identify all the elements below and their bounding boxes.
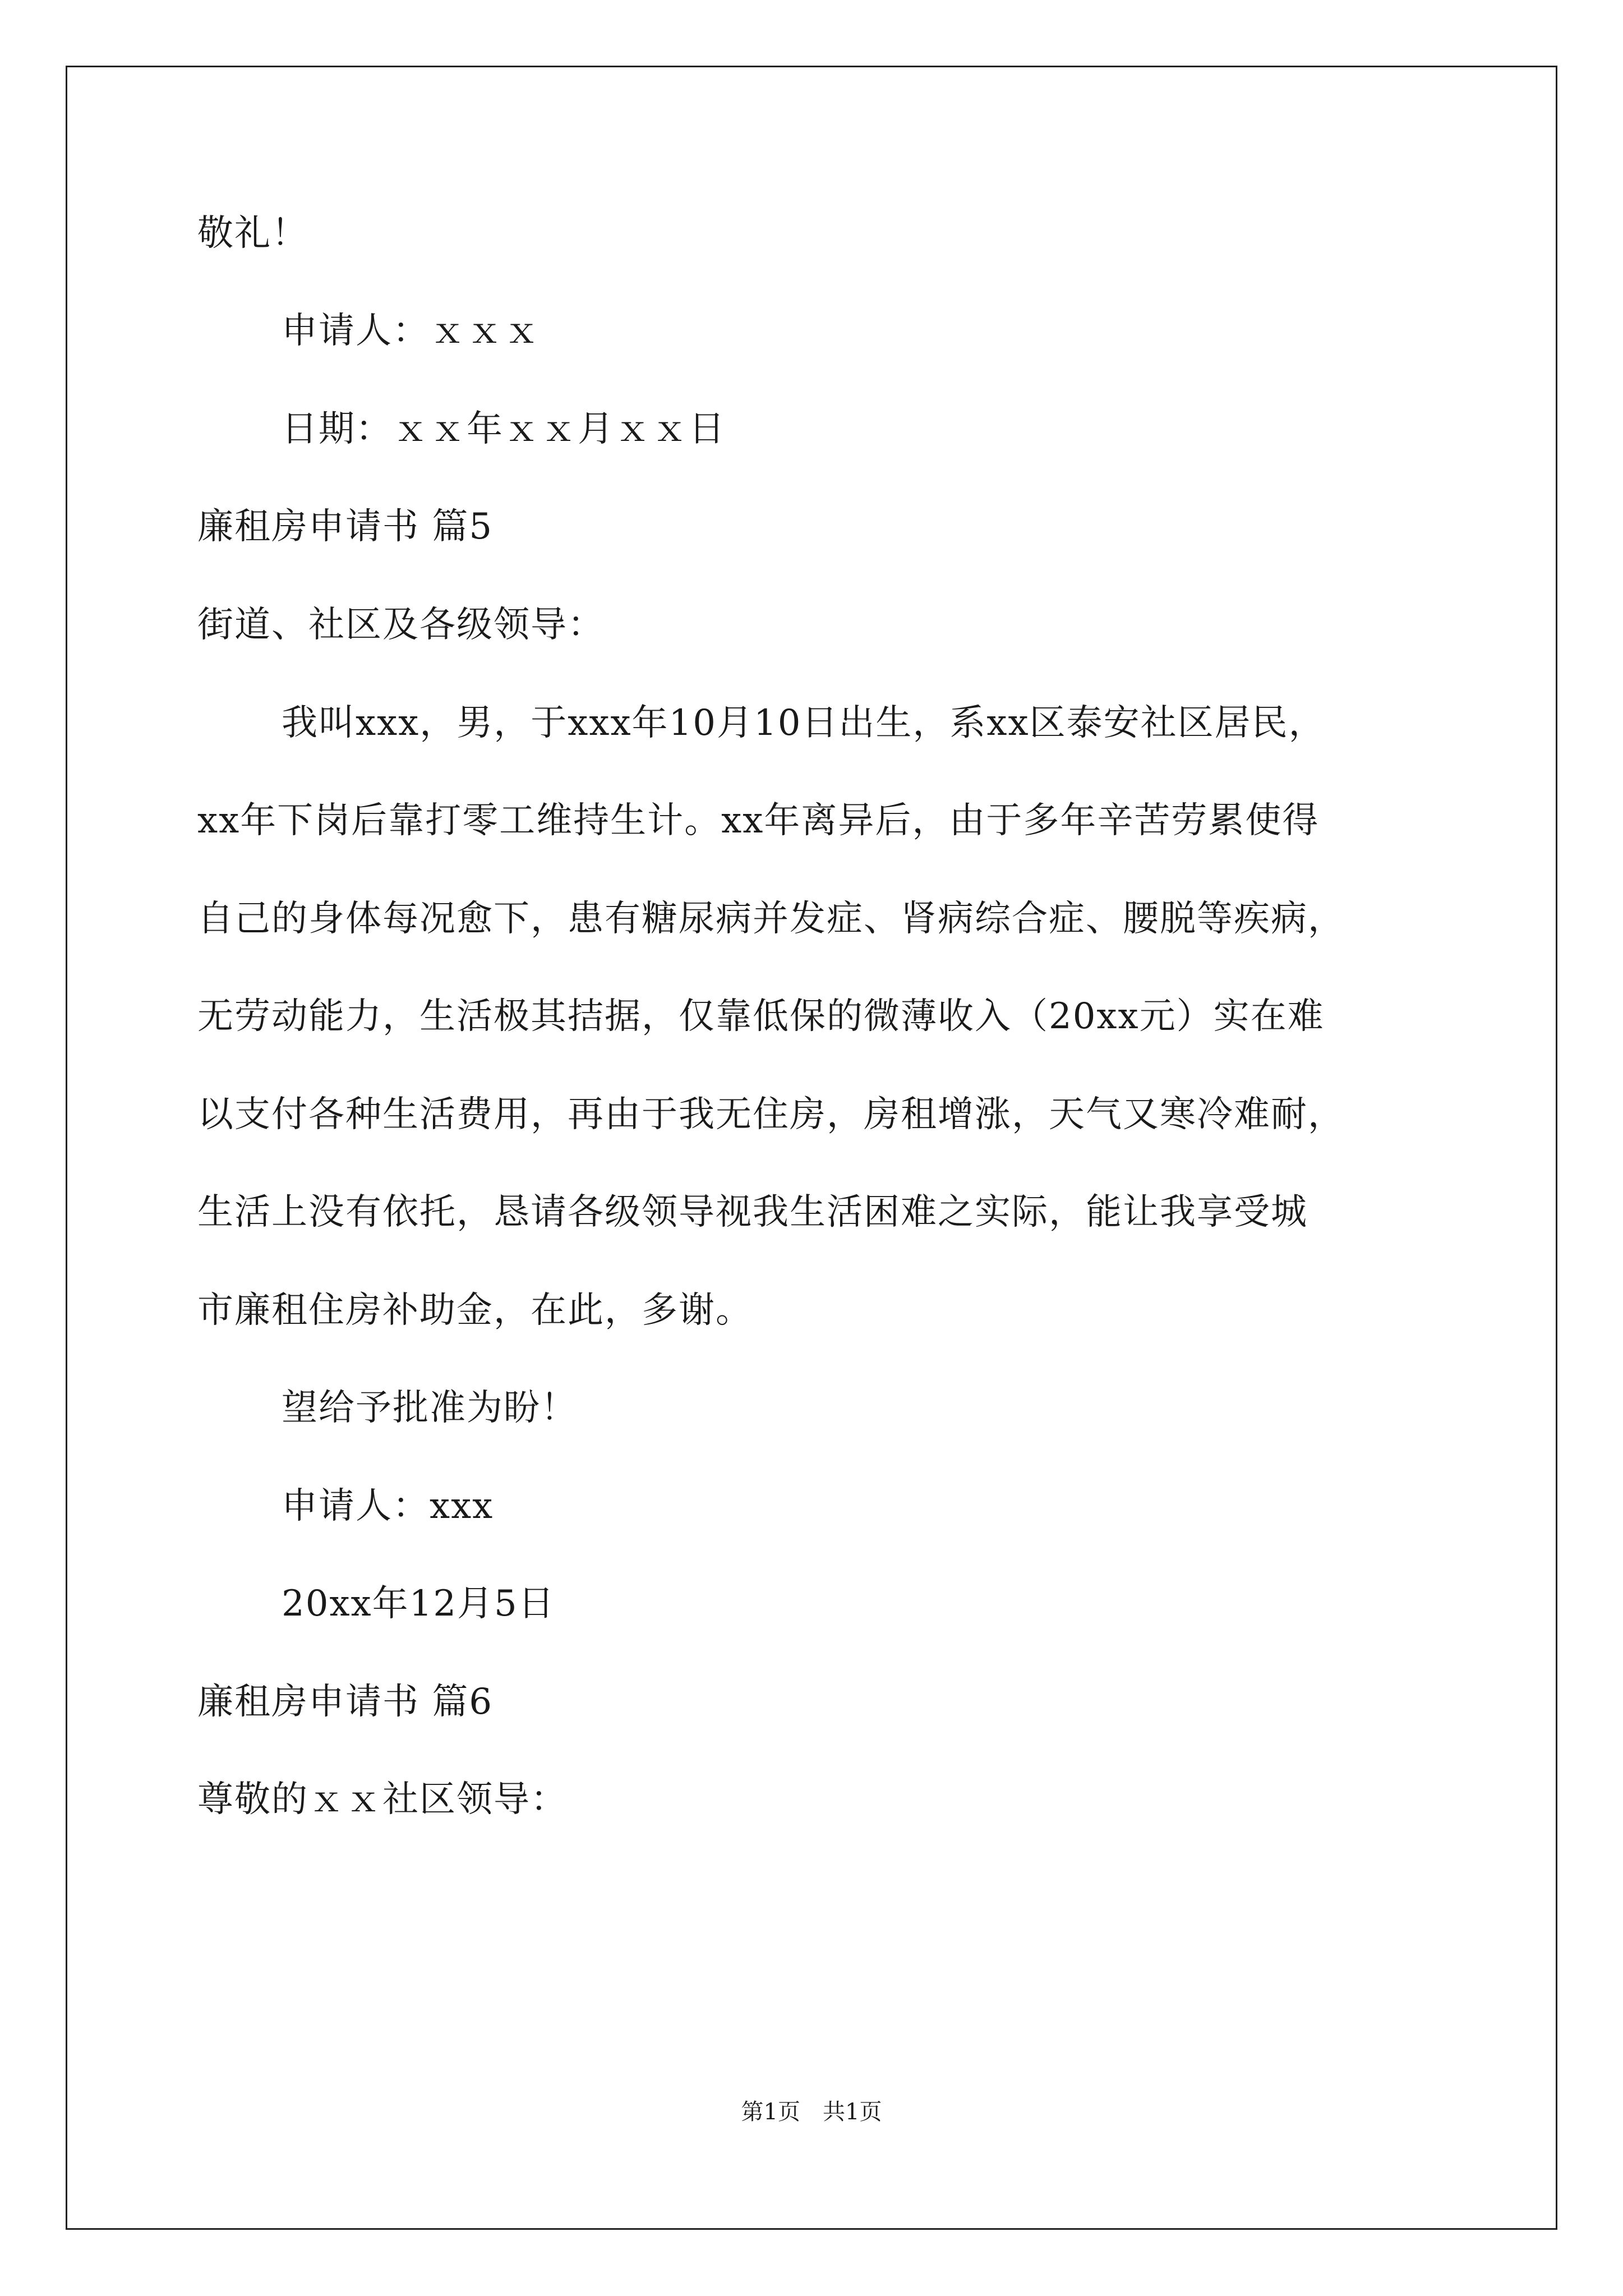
- body-line-6: 生活上没有依托，恳请各级领导视我生活困难之实际，能让我享受城: [197, 1191, 1308, 1233]
- section-heading-5: 廉租房申请书 篇5: [197, 506, 494, 547]
- page-border: [66, 66, 1557, 2230]
- applicant-line: 申请人：ｘｘｘ: [282, 310, 541, 352]
- body-line-2: xx年下岗后靠打零工维持生计。xx年离异后，由于多年辛苦劳累使得: [197, 800, 1320, 841]
- addressee-line: 街道、社区及各级领导：: [197, 604, 605, 646]
- closing-salutation: 敬礼！: [197, 213, 308, 254]
- body-line-3: 自己的身体每况愈下，患有糖尿病并发症、肾病综合症、腰脱等疾病，: [197, 898, 1345, 940]
- body-line-7: 市廉租住房补助金，在此，多谢。: [197, 1290, 753, 1331]
- page-footer: 第1页 共1页: [741, 2099, 882, 2125]
- section-heading-6: 廉租房申请书 篇6: [197, 1681, 494, 1723]
- request-line: 望给予批准为盼！: [282, 1387, 578, 1429]
- body-line-1: 我叫xxx，男，于xxx年10月10日出生，系xx区泰安社区居民，: [282, 702, 1326, 744]
- applicant-line-2: 申请人：xxx: [282, 1485, 494, 1527]
- date-line: 日期：ｘｘ年ｘｘ月ｘｘ日: [282, 408, 726, 450]
- addressee-line-2: 尊敬的ｘｘ社区领导：: [197, 1779, 568, 1820]
- date-line-2: 20xx年12月5日: [282, 1583, 555, 1625]
- body-line-4: 无劳动能力，生活极其拮据，仅靠低保的微薄收入（20xx元）实在难: [197, 996, 1325, 1037]
- body-line-5: 以支付各种生活费用，再由于我无住房，房租增涨，天气又寒冷难耐，: [197, 1094, 1345, 1135]
